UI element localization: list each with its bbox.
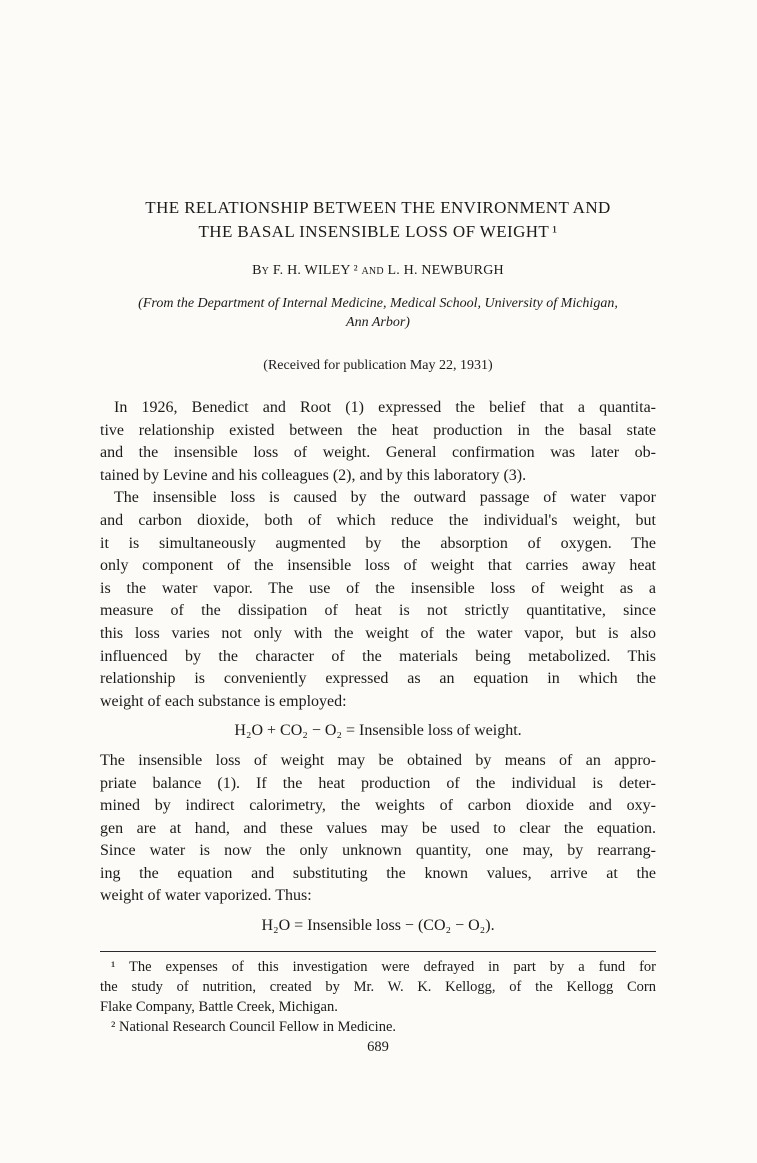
text-line: ¹ The expenses of this investigation were defrayed in part by a fund for — [111, 958, 656, 975]
equation-2: H₂O = Insensible loss − (CO₂ − O₂). — [261, 917, 495, 935]
text-line: only component of the insensible loss of weight that carries away heat — [100, 557, 656, 575]
footnotes — [100, 957, 656, 1037]
page-number: 689 — [367, 1038, 389, 1055]
text-line: weight of water vaporized. Thus: — [100, 887, 312, 905]
text-line: ² National Research Council Fellow in Medicine. — [111, 1018, 397, 1035]
affiliation — [100, 294, 656, 332]
text-line: gen are at hand, and these values may be used to clear the equation. — [100, 819, 656, 837]
text-line: it is simultaneously augmented by the absorption of oxygen. The — [100, 534, 656, 552]
title-line-1: THE RELATIONSHIP BETWEEN THE ENVIRONMENT AND — [145, 198, 611, 217]
text-line: Flake Company, Battle Creek, Michigan. — [100, 998, 338, 1015]
paragraph-2 — [100, 487, 656, 713]
received-note: (Received for publication May 22, 1931) — [263, 358, 493, 373]
text-line: tive relationship existed between the heat production in the basal state — [100, 421, 656, 439]
equation-1: H₂O + CO₂ − O₂ = Insensible loss of weight. — [234, 722, 522, 740]
affiliation-line-2: Ann Arbor) — [346, 315, 410, 330]
affiliation-line-1: (From the Department of Internal Medicine, Medical School, University of Michigan, — [138, 296, 618, 311]
text-line: and carbon dioxide, both of which reduce the individual's weight, but — [100, 511, 656, 529]
title-line-2-text: THE BASAL INSENSIBLE LOSS OF WEIGHT — [198, 222, 550, 241]
byline — [100, 262, 656, 279]
paragraph-1 — [100, 397, 656, 487]
text-line: tained by Levine and his colleagues (2), and by this laboratory (3). — [100, 466, 527, 484]
footnote-rule — [100, 951, 656, 952]
text-line: The insensible loss of weight may be obtained by means of an appro- — [100, 751, 656, 769]
text-line: In 1926, Benedict and Root (1) expressed the belief that a quantita- — [114, 399, 656, 416]
text-line: and the insensible loss of weight. General confirmation was later ob- — [100, 444, 656, 462]
text-line: measure of the dissipation of heat is not strictly quantitative, since — [100, 602, 656, 620]
author-1: F. H. WILEY — [272, 263, 351, 278]
footnote-1 — [100, 957, 656, 1017]
title-line-2 — [100, 220, 656, 245]
text-line: the study of nutrition, created by Mr. W. K. Kellogg, of the Kellogg Corn — [100, 978, 656, 995]
footnote-2 — [100, 1017, 656, 1037]
article-title — [100, 196, 656, 245]
text-line: relationship is conveniently expressed as an equation in which the — [100, 670, 656, 688]
author-1-footnote-marker: ² — [353, 262, 358, 277]
page-content — [100, 0, 656, 1056]
text-line: priate balance (1). If the heat production of the individual is deter- — [100, 774, 656, 792]
text-line: The insensible loss is caused by the outward passage of water vapor — [114, 489, 656, 507]
text-line: influenced by the character of the materials being metabolized. This — [100, 647, 656, 665]
text-line: weight of each substance is employed: — [100, 692, 347, 710]
title-footnote-marker: ¹ — [552, 224, 558, 241]
text-line: this loss varies not only with the weight of the water vapor, but is also — [100, 624, 656, 642]
text-line: ing the equation and substituting the known values, arrive at the — [100, 864, 656, 882]
text-line: Since water is now the only unknown quantity, one may, by rearrang- — [100, 842, 656, 860]
text-line: mined by indirect calorimetry, the weights of carbon dioxide and oxy- — [100, 797, 656, 815]
byline-by: By — [252, 263, 270, 278]
article-body — [100, 397, 656, 938]
author-2: L. H. NEWBURGH — [387, 263, 504, 278]
text-line: is the water vapor. The use of the insensible loss of weight as a — [100, 579, 656, 597]
paragraph-3 — [100, 750, 656, 908]
byline-and: and — [361, 263, 384, 278]
